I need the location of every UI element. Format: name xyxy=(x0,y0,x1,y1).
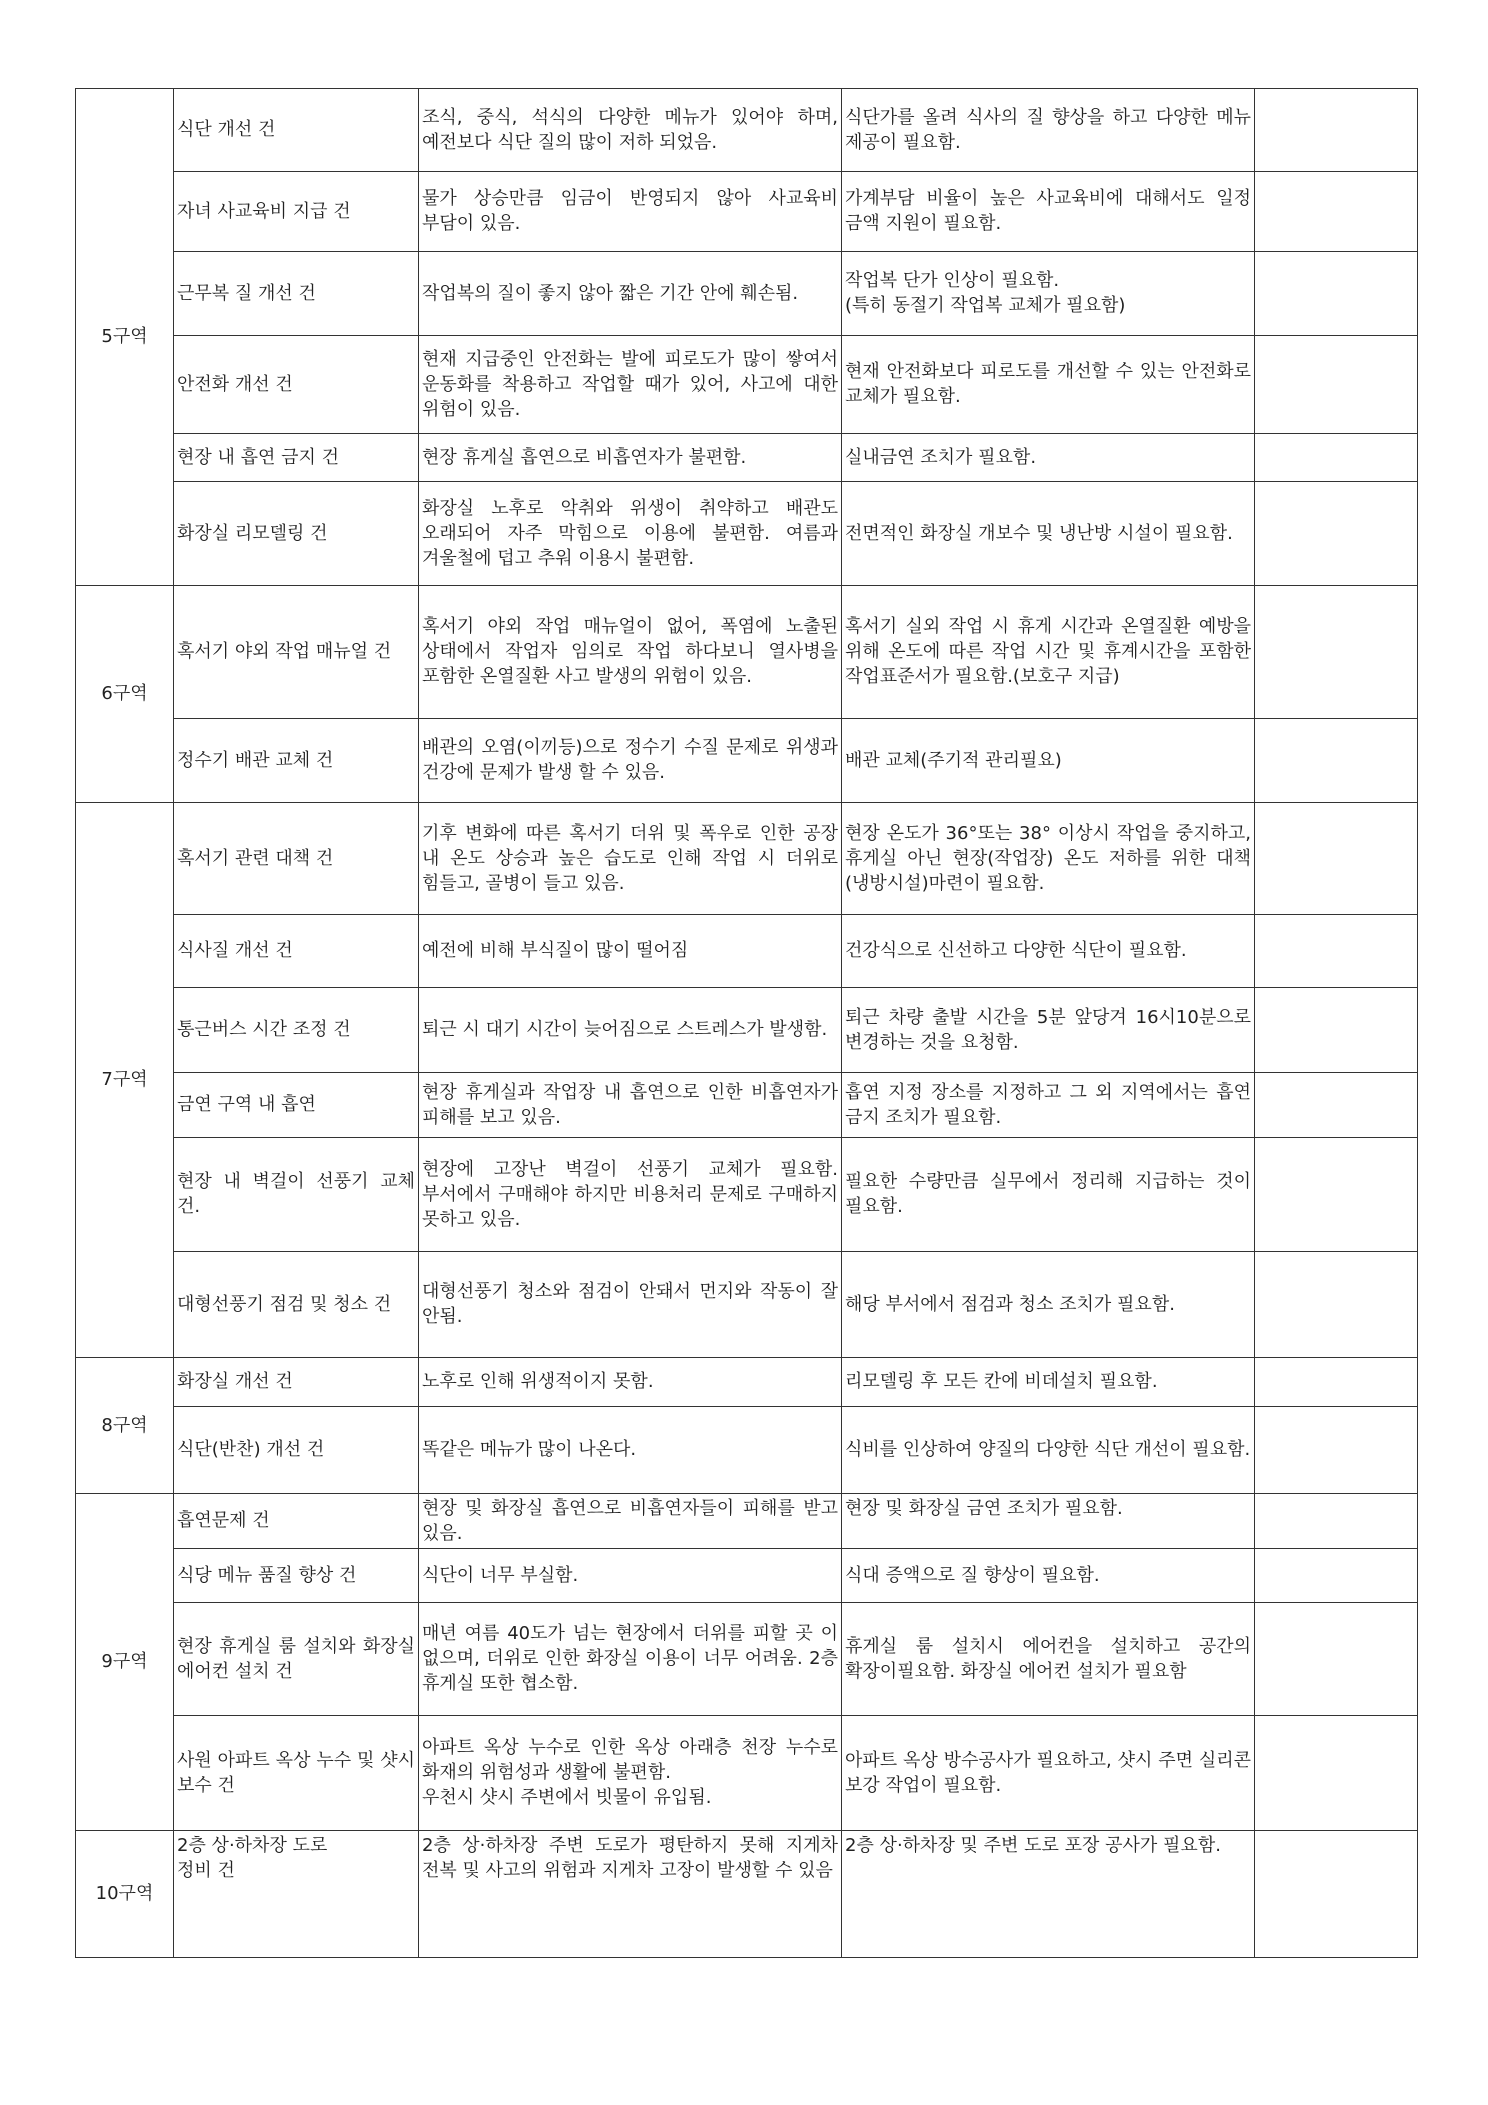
request-cell: 가계부담 비율이 높은 사교육비에 대해서도 일정 금액 지원이 필요함. xyxy=(842,172,1255,252)
issue-cell: 기후 변화에 따른 혹서기 더위 및 폭우로 인한 공장 내 온도 상승과 높은 습도로 인해 작업 시 더위로 힘들고, 골병이 들고 있음. xyxy=(419,803,842,915)
issue-cell: 물가 상승만큼 임금이 반영되지 않아 사교육비 부담이 있음. xyxy=(419,172,842,252)
issue-cell: 혹서기 야외 작업 매뉴얼이 없어, 폭염에 노출된 상태에서 작업자 임의로 작업 하다보니 열사병을 포함한 온열질환 사고 발생의 위험이 있음. xyxy=(419,586,842,719)
item-cell: 화장실 리모델링 건 xyxy=(174,482,419,586)
note-cell xyxy=(1255,434,1418,482)
table-row xyxy=(76,988,1418,1073)
item-cell: 대형선풍기 점검 및 청소 건 xyxy=(174,1252,419,1358)
item-cell: 흡연문제 건 xyxy=(174,1494,419,1549)
table-row xyxy=(76,434,1418,482)
item-cell: 통근버스 시간 조정 건 xyxy=(174,988,419,1073)
item-cell: 식단 개선 건 xyxy=(174,89,419,172)
issue-cell: 매년 여름 40도가 넘는 현장에서 더위를 피할 곳 이 없으며, 더위로 인한 화장실 이용이 너무 어려움. 2층 휴게실 또한 협소함. xyxy=(419,1603,842,1716)
issue-cell: 퇴근 시 대기 시간이 늦어짐으로 스트레스가 발생함. xyxy=(419,988,842,1073)
issue-cell: 아파트 옥상 누수로 인한 옥상 아래층 천장 누수로 화재의 위험성과 생활에 불편함. 우천시 샷시 주변에서 빗물이 유입됨. xyxy=(419,1716,842,1831)
issue-cell: 현장 및 화장실 흡연으로 비흡연자들이 피해를 받고 있음. xyxy=(419,1494,842,1549)
item-cell: 식단(반찬) 개선 건 xyxy=(174,1407,419,1494)
note-cell xyxy=(1255,89,1418,172)
table-row xyxy=(76,1831,1418,1958)
region-cell: 8구역 xyxy=(76,1358,174,1494)
note-cell xyxy=(1255,803,1418,915)
table-row xyxy=(76,89,1418,172)
table-row xyxy=(76,482,1418,586)
issue-cell: 식단이 너무 부실함. xyxy=(419,1549,842,1603)
issue-cell: 노후로 인해 위생적이지 못함. xyxy=(419,1358,842,1407)
request-cell: 혹서기 실외 작업 시 휴게 시간과 온열질환 예방을 위해 온도에 따른 작업 시간 및 휴계시간을 포함한 작업표준서가 필요함.(보호구 지급) xyxy=(842,586,1255,719)
request-cell: 식대 증액으로 질 향상이 필요함. xyxy=(842,1549,1255,1603)
item-cell: 현장 내 흡연 금지 건 xyxy=(174,434,419,482)
table-row xyxy=(76,172,1418,252)
note-cell xyxy=(1255,719,1418,803)
request-cell: 필요한 수량만큼 실무에서 정리해 지급하는 것이 필요함. xyxy=(842,1138,1255,1252)
item-cell: 혹서기 야외 작업 매뉴얼 건 xyxy=(174,586,419,719)
request-cell: 식비를 인상하여 양질의 다양한 식단 개선이 필요함. xyxy=(842,1407,1255,1494)
issue-cell: 화장실 노후로 악취와 위생이 취약하고 배관도 오래되어 자주 막힘으로 이용에 불편함. 여름과 겨울철에 덥고 추워 이용시 불편함. xyxy=(419,482,842,586)
table-row xyxy=(76,1549,1418,1603)
request-cell: 식단가를 올려 식사의 질 향상을 하고 다양한 메뉴 제공이 필요함. xyxy=(842,89,1255,172)
note-cell xyxy=(1255,336,1418,434)
table-row xyxy=(76,252,1418,336)
note-cell xyxy=(1255,586,1418,719)
proposal-table xyxy=(75,88,1418,1958)
note-cell xyxy=(1255,1494,1418,1549)
item-cell: 현장 내 벽걸이 선풍기 교체 건. xyxy=(174,1138,419,1252)
issue-cell: 현재 지급중인 안전화는 발에 피로도가 많이 쌓여서 운동화를 착용하고 작업할 때가 있어, 사고에 대한 위험이 있음. xyxy=(419,336,842,434)
region-cell: 5구역 xyxy=(76,89,174,586)
issue-cell: 현장에 고장난 벽걸이 선풍기 교체가 필요함. 부서에서 구매해야 하지만 비용처리 문제로 구매하지 못하고 있음. xyxy=(419,1138,842,1252)
note-cell xyxy=(1255,1252,1418,1358)
issue-cell: 조식, 중식, 석식의 다양한 메뉴가 있어야 하며, 예전보다 식단 질의 많이 저하 되었음. xyxy=(419,89,842,172)
request-cell: 배관 교체(주기적 관리필요) xyxy=(842,719,1255,803)
request-cell: 리모델링 후 모든 칸에 비데설치 필요함. xyxy=(842,1358,1255,1407)
note-cell xyxy=(1255,1358,1418,1407)
table-row xyxy=(76,1138,1418,1252)
item-cell: 안전화 개선 건 xyxy=(174,336,419,434)
table-row xyxy=(76,803,1418,915)
issue-cell: 현장 휴게실과 작업장 내 흡연으로 인한 비흡연자가 피해를 보고 있음. xyxy=(419,1073,842,1138)
item-cell: 2층 상·하차장 도로 정비 건 xyxy=(174,1831,419,1958)
note-cell xyxy=(1255,1407,1418,1494)
request-cell: 건강식으로 신선하고 다양한 식단이 필요함. xyxy=(842,915,1255,988)
item-cell: 식당 메뉴 품질 향상 건 xyxy=(174,1549,419,1603)
item-cell: 사원 아파트 옥상 누수 및 샷시 보수 건 xyxy=(174,1716,419,1831)
request-cell: 현장 및 화장실 금연 조치가 필요함. xyxy=(842,1494,1255,1549)
issue-cell: 작업복의 질이 좋지 않아 짧은 기간 안에 훼손됨. xyxy=(419,252,842,336)
issue-cell: 현장 휴게실 흡연으로 비흡연자가 불편함. xyxy=(419,434,842,482)
table-row xyxy=(76,1252,1418,1358)
note-cell xyxy=(1255,482,1418,586)
table-row xyxy=(76,336,1418,434)
region-cell: 9구역 xyxy=(76,1494,174,1831)
item-cell: 화장실 개선 건 xyxy=(174,1358,419,1407)
region-cell: 6구역 xyxy=(76,586,174,803)
table-row xyxy=(76,1716,1418,1831)
issue-cell: 2층 상·하차장 주변 도로가 평탄하지 못해 지게차 전복 및 사고의 위험과 지게차 고장이 발생할 수 있음 xyxy=(419,1831,842,1958)
note-cell xyxy=(1255,1549,1418,1603)
request-cell: 전면적인 화장실 개보수 및 냉난방 시설이 필요함. xyxy=(842,482,1255,586)
note-cell xyxy=(1255,1831,1418,1958)
request-cell: 현재 안전화보다 피로도를 개선할 수 있는 안전화로 교체가 필요함. xyxy=(842,336,1255,434)
request-cell: 해당 부서에서 점검과 청소 조치가 필요함. xyxy=(842,1252,1255,1358)
issue-cell: 배관의 오염(이끼등)으로 정수기 수질 문제로 위생과 건강에 문제가 발생 할 수 있음. xyxy=(419,719,842,803)
item-cell: 자녀 사교육비 지급 건 xyxy=(174,172,419,252)
request-cell: 실내금연 조치가 필요함. xyxy=(842,434,1255,482)
issue-cell: 똑같은 메뉴가 많이 나온다. xyxy=(419,1407,842,1494)
issue-cell: 예전에 비해 부식질이 많이 떨어짐 xyxy=(419,915,842,988)
issue-cell: 대형선풍기 청소와 점검이 안돼서 먼지와 작동이 잘 안됨. xyxy=(419,1252,842,1358)
note-cell xyxy=(1255,1603,1418,1716)
request-cell: 휴게실 룸 설치시 에어컨을 설치하고 공간의 확장이필요함. 화장실 에어컨 설치가 필요함 xyxy=(842,1603,1255,1716)
item-cell: 식사질 개선 건 xyxy=(174,915,419,988)
region-cell: 10구역 xyxy=(76,1831,174,1958)
request-cell: 2층 상·하차장 및 주변 도로 포장 공사가 필요함. xyxy=(842,1831,1255,1958)
item-cell: 금연 구역 내 흡연 xyxy=(174,1073,419,1138)
request-cell: 작업복 단가 인상이 필요함. (특히 동절기 작업복 교체가 필요함) xyxy=(842,252,1255,336)
request-cell: 현장 온도가 36°또는 38° 이상시 작업을 중지하고, 휴게실 아닌 현장(작업장) 온도 저하를 위한 대책(냉방시설)마련이 필요함. xyxy=(842,803,1255,915)
table-row xyxy=(76,586,1418,719)
note-cell xyxy=(1255,988,1418,1073)
note-cell xyxy=(1255,252,1418,336)
table-row xyxy=(76,1494,1418,1549)
item-cell: 현장 휴게실 룸 설치와 화장실 에어컨 설치 건 xyxy=(174,1603,419,1716)
table-row xyxy=(76,719,1418,803)
table-row xyxy=(76,1407,1418,1494)
request-cell: 퇴근 차량 출발 시간을 5분 앞당겨 16시10분으로 변경하는 것을 요청함. xyxy=(842,988,1255,1073)
table-body xyxy=(76,89,1418,1958)
note-cell xyxy=(1255,1716,1418,1831)
item-cell: 혹서기 관련 대책 건 xyxy=(174,803,419,915)
table-row xyxy=(76,1603,1418,1716)
request-cell: 흡연 지정 장소를 지정하고 그 외 지역에서는 흡연 금지 조치가 필요함. xyxy=(842,1073,1255,1138)
note-cell xyxy=(1255,915,1418,988)
item-cell: 근무복 질 개선 건 xyxy=(174,252,419,336)
request-cell: 아파트 옥상 방수공사가 필요하고, 샷시 주면 실리콘 보강 작업이 필요함. xyxy=(842,1716,1255,1831)
table-row xyxy=(76,1358,1418,1407)
table-row xyxy=(76,1073,1418,1138)
region-cell: 7구역 xyxy=(76,803,174,1358)
item-cell: 정수기 배관 교체 건 xyxy=(174,719,419,803)
note-cell xyxy=(1255,1138,1418,1252)
table-row xyxy=(76,915,1418,988)
note-cell xyxy=(1255,172,1418,252)
note-cell xyxy=(1255,1073,1418,1138)
